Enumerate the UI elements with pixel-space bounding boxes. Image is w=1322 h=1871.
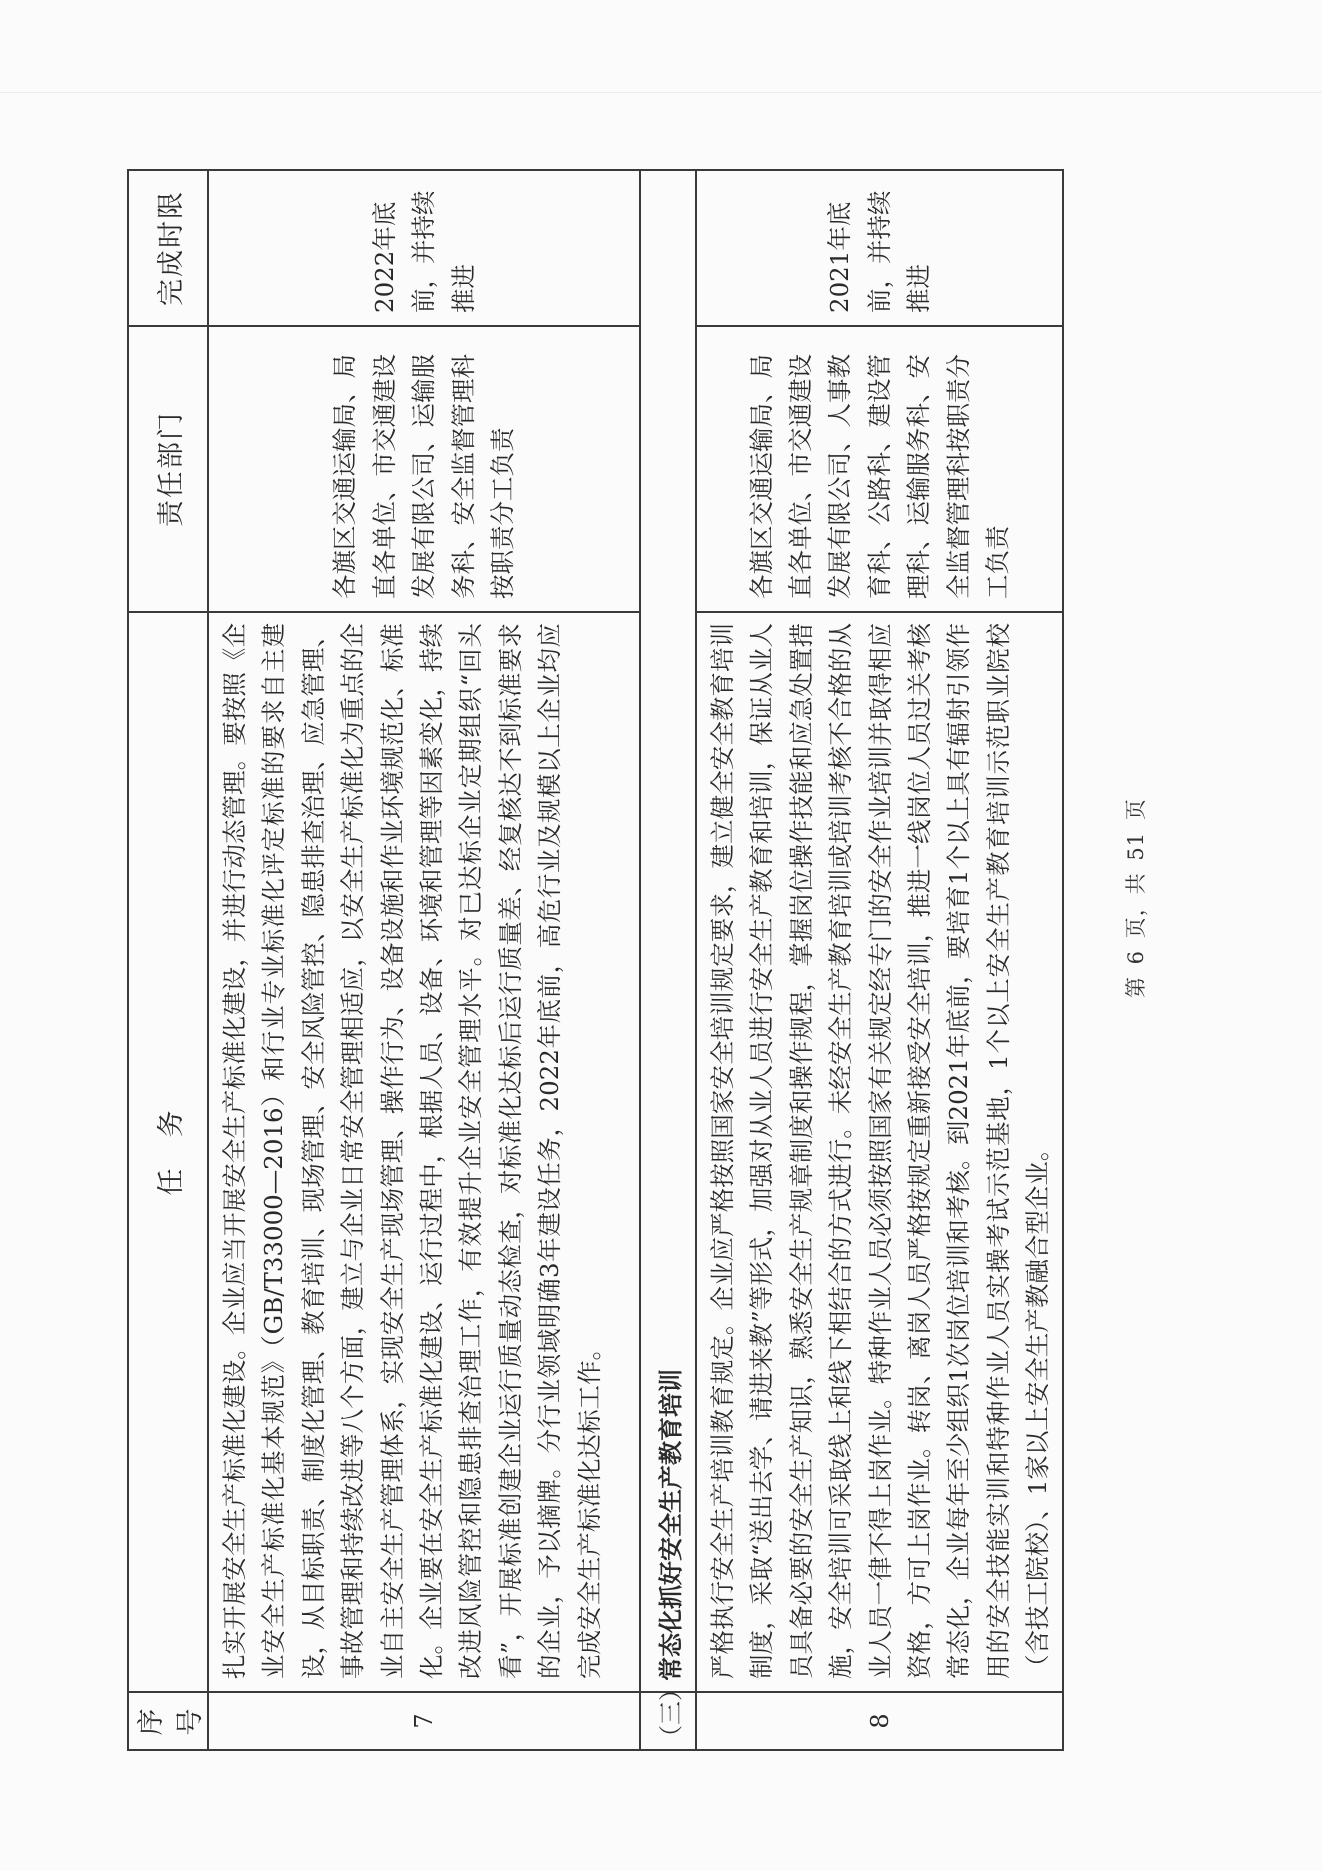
row-dept: 各旗区交通运输局、局直各单位、市交通建设发展有限公司、运输服务科、安全监督管理科按职责分工负责 bbox=[208, 326, 640, 612]
footer-pre: 第 bbox=[1124, 976, 1148, 998]
row-task: 扎实开展安全生产标准化建设。企业应当开展安全生产标准化建设，并进行动态管理。要按照《企业安全生产标准化基本规范》（GB/T33000—2016）和行业专业标准化评定标准的要求自主建设，从目标职责、制度化管理、教育培训、现场管理、安全风险管控、隐患排查治理、应急管理、事故管理和持续改进等八个方面，建立与企业日常安全管理相适应，以安全生产标准化为重点的企业自主安全生产管理体系，实现安全生产现场管理、操作行为、设备设施和作业环境规范化、标准化。企业要在安全生产标准化建设、运行过程中，根据人员、设备、环境和管理等因素变化，持续改进风险管控和隐患排查治理工作，有效提升企业安全管理水平。对已达标企业定期组织“回头看”，开展标准创建企业运行质量动态检查，对标准化达标后运行质量差、经复核达不到标准要求的企业，予以摘牌。分行业领域明确3年建设任务，2022年底前，高危行业及规模以上企业均应完成安全生产标准化达标工作。 bbox=[208, 612, 640, 1692]
header-task: 任 务 bbox=[128, 612, 208, 1692]
header-dept: 责任部门 bbox=[128, 326, 208, 612]
section-number: （三） bbox=[640, 1692, 696, 1750]
row-seq: 8 bbox=[696, 1692, 1063, 1750]
scan-edge-line bbox=[0, 92, 1322, 93]
table-row bbox=[696, 170, 1063, 1750]
header-seq: 序号 bbox=[128, 1692, 208, 1750]
footer-mid: 页，共 bbox=[1124, 872, 1148, 939]
row-deadline: 2021年底前，并持续推进 bbox=[696, 170, 1063, 326]
footer-post: 页 bbox=[1124, 798, 1148, 821]
section-title: 常态化抓好安全生产教育培训 bbox=[640, 170, 696, 1692]
task-table bbox=[127, 169, 1064, 1751]
row-dept: 各旗区交通运输局、局直各单位、市交通建设发展有限公司、人事教育科、公路科、建设管理科、运输服务科、安全监督管理科按职责分工负责 bbox=[696, 326, 1063, 612]
row-deadline: 2022年底前，并持续推进 bbox=[208, 170, 640, 326]
row-seq: 7 bbox=[208, 1692, 640, 1750]
table-row bbox=[208, 170, 640, 1750]
section-row bbox=[640, 170, 696, 1750]
footer-total-pages: 51 bbox=[1124, 831, 1148, 861]
rotated-table-wrapper bbox=[127, 171, 1064, 1751]
table-header-row bbox=[128, 170, 208, 1750]
header-deadline: 完成时限 bbox=[128, 170, 208, 326]
page-footer bbox=[1120, 796, 1150, 1000]
footer-page-number: 6 bbox=[1124, 949, 1148, 965]
row-task: 严格执行安全生产培训教育规定。企业应严格按照国家安全培训规定要求，建立健全安全教育培训制度，采取“送出去学、请进来教”等形式，加强对从业人员进行安全生产教育和培训，保证从业人员具备必要的安全生产知识，熟悉安全生产规章制度和操作规程，掌握岗位操作技能和应急处置措施，安全培训可采取线上和线下相结合的方式进行。未经安全生产教育培训或培训考核不合格的从业人员一律不得上岗作业。特种作业人员必须按照国家有关规定经专门的安全作业培训并取得相应资格，方可上岗作业。转岗、离岗人员严格按规定重新接受安全培训，推进一线岗位人员过关考核常态化，企业每年至少组织1次岗位培训和考核。到2021年底前，要培育1个以上具有辐射引领作用的安全技能实训和特种作业人员实操考试示范基地，1个以上安全生产教育培训示范职业院校（含技工院校）、1家以上安全生产教融合型企业。 bbox=[696, 612, 1063, 1692]
